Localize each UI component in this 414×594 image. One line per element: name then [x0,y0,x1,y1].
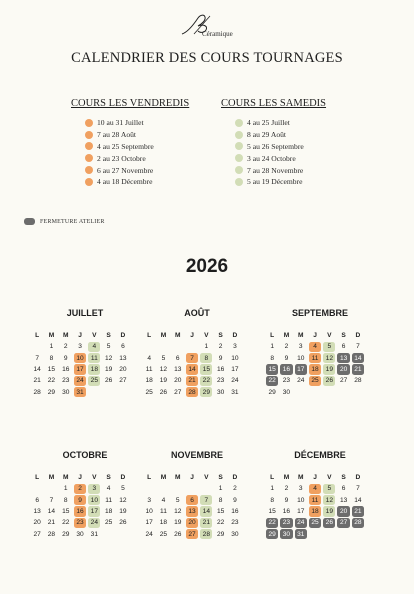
session-dot-icon [235,119,243,127]
fridays-heading: COURS LES VENDREDIS [71,98,190,109]
weekday-header: V [92,474,97,482]
day-cell: 11 [160,508,167,516]
month-name: JUILLET [66,308,104,318]
day-cell: 27 [33,530,41,538]
session-dot-icon [235,131,243,139]
day-cell: 25 [309,518,321,528]
day-cell: 26 [159,388,168,396]
day-cell: 13 [339,496,348,504]
day-cell: 10 [297,496,305,504]
day-cell: 31 [90,530,98,538]
day-cell: 10 [74,353,86,363]
day-cell: 12 [323,495,335,505]
day-cell: 4 [161,496,166,504]
day-cell: 8 [49,354,54,362]
day-cell: 2 [218,343,223,351]
weekday-header: M [283,332,290,340]
weekday-header: M [160,474,167,482]
day-cell: 6 [175,354,180,362]
day-cell: 22 [216,519,225,527]
month-calendar [142,450,252,540]
weekday-header: M [48,474,55,482]
weekday-header: J [190,332,194,340]
day-cell: 16 [216,366,225,374]
day-cell: 7 [35,354,39,362]
day-cell: 5 [323,484,335,494]
day-cell: 7 [356,485,360,493]
day-cell: 10 [88,495,100,505]
day-cell: 1 [270,485,274,493]
page-title: CALENDRIER DES COURS TOURNAGES [71,50,343,66]
day-cell: 1 [218,485,223,493]
day-cell: 11 [309,495,321,505]
saturdays-heading: COURS LES SAMEDIS [221,98,327,109]
day-cell: 19 [323,364,335,374]
weekday-header: L [35,474,40,482]
day-cell: 1 [204,343,209,351]
closure-swatch [24,218,35,225]
session-dot-icon [85,154,93,162]
day-cell: 29 [62,530,70,538]
day-cell: 28 [354,377,362,385]
day-cell: 7 [186,353,198,363]
day-cell: 4 [309,484,321,494]
day-cell: 16 [280,364,292,374]
day-cell: 24 [74,376,86,386]
empty-cell [142,341,156,352]
day-cell: 16 [74,506,86,516]
day-cell: 15 [47,366,56,374]
day-cell: 25 [88,376,100,386]
weekday-header: M [297,474,304,482]
empty-cell [142,483,156,494]
saturdays-sessions [221,98,371,188]
day-cell: 17 [74,364,86,374]
day-cell: 2 [63,343,68,351]
day-cell: 21 [186,376,198,386]
empty-cell [30,483,44,494]
month-calendar [30,450,140,540]
weekday-header: L [147,474,152,482]
session-date-label: 3 au 24 Octobre [247,153,296,163]
day-cell: 18 [145,377,153,385]
session-date [221,141,371,153]
day-cell: 2 [284,485,289,493]
weekday-header: J [190,474,194,482]
day-cell: 13 [119,354,127,362]
day-cell: 18 [309,364,321,374]
day-cell: 14 [352,353,364,363]
day-cell: 7 [200,495,212,505]
day-cell: 25 [104,519,113,527]
day-cell: 3 [88,484,100,494]
weekday-header: M [283,474,290,482]
day-cell: 16 [62,366,70,374]
day-cell: 29 [200,387,212,397]
day-cell: 5 [323,342,335,352]
day-cell: 30 [282,388,291,396]
day-cell: 12 [104,354,113,362]
day-cell: 23 [216,377,225,385]
day-cell: 2 [233,485,237,493]
session-date-label: 7 au 28 Août [97,130,137,140]
session-date [221,129,371,141]
day-cell: 15 [268,508,276,516]
session-dot-icon [235,142,243,150]
month-name: DÉCEMBRE [294,450,346,460]
day-cell: 10 [145,508,153,516]
day-cell: 3 [233,343,237,351]
day-cell: 26 [323,518,335,528]
day-cell: 26 [104,377,113,385]
session-date-label: 8 au 29 Août [247,130,287,140]
day-cell: 25 [145,388,153,396]
session-date-label: 4 au 18 Décembre [97,177,153,187]
day-cell: 20 [174,377,182,385]
day-cell: 20 [337,364,349,374]
day-cell: 24 [295,518,307,528]
weekday-header: L [147,332,152,340]
day-cell: 27 [337,518,349,528]
weekday-header: D [120,474,126,482]
day-cell: 21 [33,377,41,385]
weekday-header: M [62,332,69,340]
day-cell: 17 [231,366,239,374]
session-dot-icon [85,131,93,139]
day-cell: 3 [298,485,303,493]
day-cell: 15 [62,508,70,516]
day-cell: 15 [200,364,212,374]
day-cell: 28 [33,388,41,396]
day-cell: 11 [309,353,321,363]
day-cell: 23 [62,377,70,385]
day-cell: 19 [104,366,113,374]
day-cell: 19 [119,508,127,516]
day-cell: 9 [233,496,237,504]
empty-cell [156,341,170,352]
day-cell: 12 [323,353,335,363]
day-cell: 28 [200,529,212,539]
session-date-label: 4 au 25 Septembre [97,141,154,151]
day-cell: 12 [159,366,168,374]
session-dot-icon [235,166,243,174]
day-cell: 16 [282,508,291,516]
day-cell: 23 [74,518,86,528]
weekday-header: V [327,332,332,340]
day-cell: 19 [159,377,168,385]
empty-cell [156,483,170,494]
empty-cell [171,483,185,494]
weekday-header: J [78,332,82,340]
weekday-header: V [92,332,97,340]
session-dot-icon [85,119,93,127]
session-date [71,176,221,188]
day-cell: 18 [159,519,168,527]
day-cell: 14 [33,366,41,374]
weekday-header: M [62,474,69,482]
session-date [221,152,371,164]
day-cell: 24 [231,377,239,385]
day-cell: 3 [78,343,82,351]
session-date [71,117,221,129]
day-cell: 28 [352,518,364,528]
session-dot-icon [235,178,243,186]
month-calendar [265,308,375,398]
month-name: AOÛT [184,308,210,318]
session-dot-icon [235,154,243,162]
day-cell: 9 [218,354,223,362]
day-cell: 4 [147,354,151,362]
day-cell: 30 [280,529,292,539]
day-cell: 13 [186,506,198,516]
day-cell: 16 [231,508,239,516]
session-date-label: 5 au 19 Décembre [247,177,303,187]
day-cell: 21 [200,518,212,528]
session-dot-icon [85,166,93,174]
day-cell: 27 [339,377,348,385]
day-cell: 22 [266,376,278,386]
weekday-header: D [232,332,238,340]
day-cell: 17 [295,364,307,374]
day-cell: 10 [297,354,305,362]
day-cell: 25 [309,376,321,386]
day-cell: 2 [284,343,289,351]
day-cell: 30 [76,530,84,538]
weekday-header: D [120,332,126,340]
day-cell: 23 [282,377,291,385]
empty-cell [171,341,185,352]
month-calendar [30,308,140,398]
day-cell: 8 [63,496,68,504]
day-cell: 21 [47,519,56,527]
day-cell: 14 [200,506,212,516]
empty-cell [185,483,199,494]
day-cell: 20 [186,518,198,528]
day-cell: 3 [147,496,151,504]
day-cell: 18 [309,506,321,516]
day-cell: 5 [161,354,166,362]
weekday-header: J [78,474,82,482]
empty-cell [185,341,199,352]
session-date-label: 6 au 27 Novembre [97,165,154,175]
month-calendar [142,308,252,398]
day-cell: 28 [186,387,198,397]
day-cell: 18 [104,508,113,516]
weekday-header: D [232,474,238,482]
day-cell: 9 [284,354,289,362]
session-dot-icon [85,178,93,186]
day-cell: 20 [33,519,41,527]
session-date [71,152,221,164]
weekday-header: J [313,474,317,482]
session-dot-icon [85,142,93,150]
weekday-header: S [341,474,346,482]
legend [24,218,105,225]
day-cell: 14 [354,496,362,504]
month-name: OCTOBRE [62,450,108,460]
session-date [71,129,221,141]
day-cell: 7 [49,496,54,504]
weekday-header: J [313,332,317,340]
day-cell: 23 [280,518,292,528]
session-date-label: 2 au 23 Octobre [97,153,146,163]
weekday-header: D [355,332,361,340]
day-cell: 15 [266,364,278,374]
day-cell: 11 [145,366,153,374]
weekday-header: M [297,332,304,340]
day-cell: 10 [231,354,239,362]
day-cell: 8 [218,496,223,504]
day-cell: 5 [175,496,180,504]
weekday-header: L [35,332,40,340]
day-cell: 6 [341,343,346,351]
day-cell: 7 [356,343,360,351]
weekday-header: M [160,332,167,340]
day-cell: 31 [231,388,239,396]
weekday-header: V [327,474,332,482]
month-name: SEPTEMBRE [291,308,348,318]
day-cell: 12 [119,496,127,504]
day-cell: 9 [63,354,68,362]
day-cell: 4 [309,342,321,352]
day-cell: 6 [35,496,39,504]
session-date-label: 4 au 25 Juillet [247,118,290,128]
weekday-header: V [204,474,209,482]
session-date-label: 5 au 26 Septembre [247,141,304,151]
logo [180,12,240,40]
brand-name: Céramique [202,30,233,38]
weekday-header: M [174,332,181,340]
day-cell: 31 [74,387,86,397]
day-cell: 13 [174,366,182,374]
day-cell: 21 [352,506,364,516]
day-cell: 4 [88,342,100,352]
weekday-header: M [174,474,181,482]
day-cell: 14 [186,364,198,374]
day-cell: 22 [200,376,212,386]
day-cell: 1 [49,343,54,351]
empty-cell [44,483,58,494]
weekday-header: S [106,474,111,482]
day-cell: 28 [47,530,56,538]
month-name: NOVEMBRE [170,450,223,460]
day-cell: 11 [88,353,100,363]
day-cell: 13 [33,508,41,516]
day-cell: 8 [270,354,274,362]
session-date-label: 10 au 31 Juillet [97,118,144,128]
day-cell: 30 [231,530,239,538]
day-cell: 27 [186,529,198,539]
session-date [221,164,371,176]
day-cell: 29 [266,529,278,539]
day-cell: 29 [268,388,276,396]
day-cell: 8 [200,353,212,363]
day-cell: 1 [270,343,274,351]
day-cell: 22 [62,519,70,527]
day-cell: 4 [106,485,111,493]
session-date [221,117,371,129]
day-cell: 13 [337,353,349,363]
day-cell: 11 [105,496,113,504]
day-cell: 2 [74,484,86,494]
day-cell: 17 [88,506,100,516]
day-cell: 18 [88,364,100,374]
session-date [71,141,221,153]
day-cell: 8 [270,496,274,504]
weekday-header: S [341,332,346,340]
day-cell: 22 [266,518,278,528]
legend-label: FERMETURE ATELIER [40,218,105,225]
day-cell: 24 [88,518,100,528]
session-date-label: 7 au 28 Novembre [247,165,304,175]
fridays-sessions [71,98,221,188]
weekday-header: L [270,474,275,482]
day-cell: 20 [119,366,127,374]
weekday-header: S [106,332,111,340]
day-cell: 21 [352,364,364,374]
day-cell: 1 [63,485,68,493]
weekday-header: S [218,332,223,340]
day-cell: 29 [47,388,56,396]
day-cell: 27 [174,388,182,396]
day-cell: 30 [62,388,70,396]
day-cell: 30 [216,388,225,396]
day-cell: 6 [186,495,198,505]
weekday-header: S [218,474,223,482]
day-cell: 9 [284,496,289,504]
day-cell: 15 [216,508,225,516]
day-cell: 12 [174,508,182,516]
day-cell: 24 [297,377,305,385]
weekday-header: L [270,332,275,340]
day-cell: 24 [145,530,153,538]
day-cell: 19 [323,506,335,516]
day-cell: 5 [121,485,125,493]
session-date [71,164,221,176]
empty-cell [30,341,44,352]
day-cell: 14 [47,508,56,516]
day-cell: 19 [174,519,182,527]
day-cell: 26 [174,530,182,538]
day-cell: 23 [231,519,239,527]
day-cell: 29 [216,530,225,538]
year-heading: 2026 [185,256,229,277]
day-cell: 5 [106,343,111,351]
day-cell: 20 [337,506,349,516]
day-cell: 25 [159,530,168,538]
day-cell: 17 [145,519,153,527]
day-cell: 3 [298,343,303,351]
weekday-header: M [48,332,55,340]
day-cell: 17 [297,508,305,516]
empty-cell [199,483,213,494]
day-cell: 26 [323,376,335,386]
day-cell: 6 [341,485,346,493]
day-cell: 6 [121,343,125,351]
day-cell: 27 [119,377,127,385]
session-date [221,176,371,188]
day-cell: 22 [47,377,56,385]
day-cell: 9 [74,495,86,505]
day-cell: 31 [295,529,307,539]
weekday-header: V [204,332,209,340]
day-cell: 26 [119,519,127,527]
weekday-header: D [355,474,361,482]
month-calendar [265,450,375,540]
